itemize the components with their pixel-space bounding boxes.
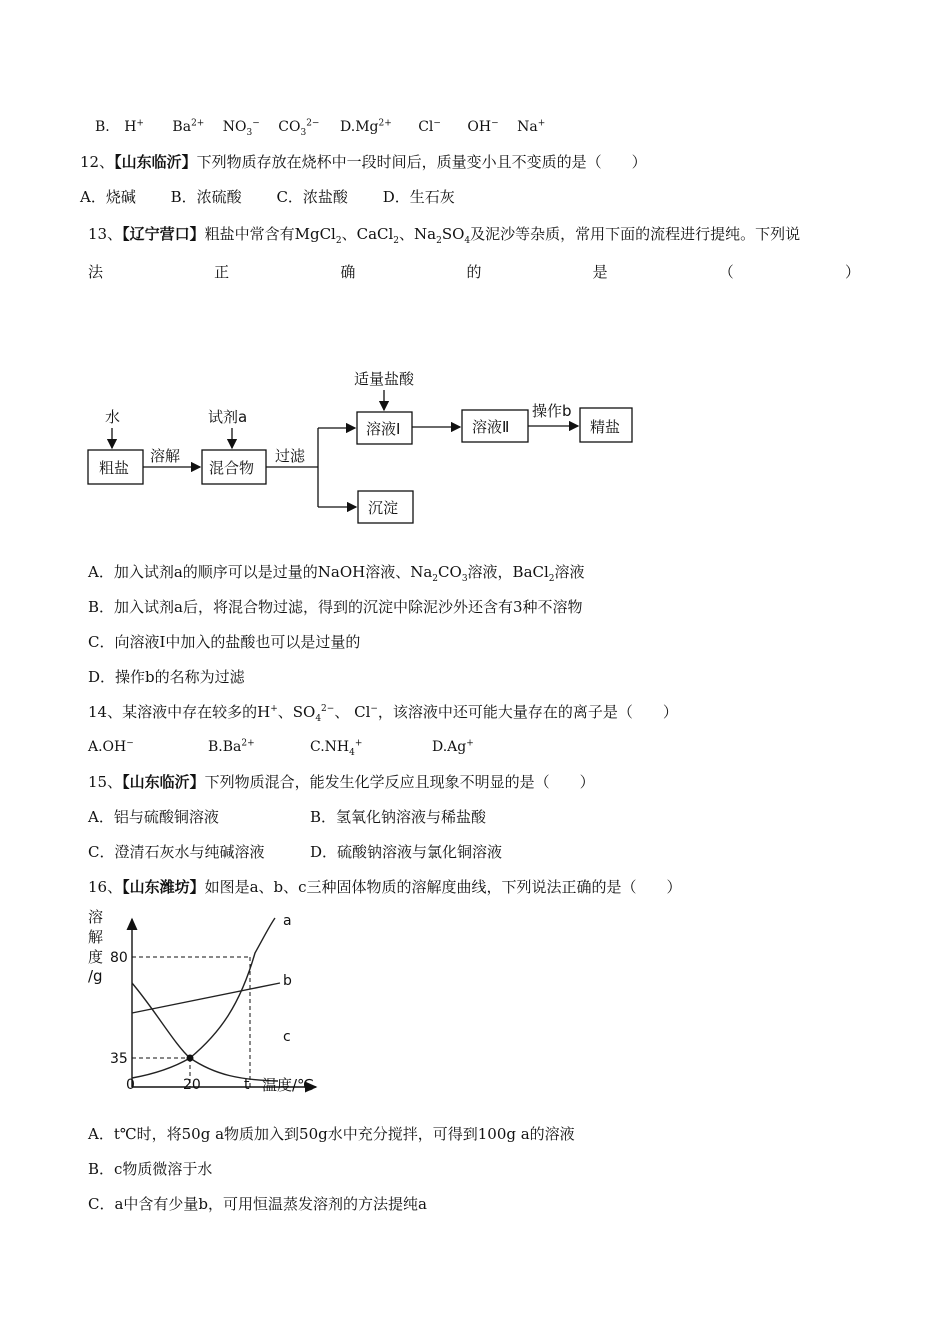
ylabel-char-3: 度 [88,948,104,966]
q15-option-a: A．铝与硫酸铜溶液 [88,808,219,826]
q15-option-c: C．澄清石灰水与纯碱溶液 [88,843,265,861]
q14-option-c: $C.NH_4^+$ [310,738,363,758]
q13-option-c: C．向溶液Ⅰ中加入的盐酸也可以是过量的 [88,633,361,651]
q16-option-a: A．t℃时，将50g a物质加入到50g水中充分搅拌，可得到100g a的溶液 [88,1125,575,1143]
curve-b [132,983,280,1013]
y-tick-35: 35 [110,1051,128,1067]
q13-option-d: D．操作b的名称为过滤 [88,668,245,686]
q16-option-b: B．c物质微溶于水 [88,1160,213,1178]
label-crude-salt: 粗盐 [99,459,130,477]
q14-option-d: D.Ag+ [432,738,474,755]
solubility-chart [80,905,340,1100]
q15-option-d: D．硫酸钠溶液与氯化铜溶液 [310,843,503,861]
q14-stem: 14、某溶液中存在较多的H+、$SO_4^{2-}$、 Cl−，该溶液中还可能大量存在的离子是（ ） [88,703,678,724]
label-fine-salt: 精盐 [590,418,621,436]
option-b: B．浓硫酸 [170,188,242,206]
q12-stem: 12、【山东临沂】下列物质存放在烧杯中一段时间后，质量变小且不变质的是（ ） [80,153,647,171]
label-precipitate: 沉淀 [368,499,399,517]
q13-option-a: A．加入试剂a的顺序可以是过量的NaOH溶液、$Na_2CO_3$溶液，BaCl$_2$溶液 [88,563,585,584]
x-origin-label: 0 [126,1077,135,1093]
label-reagent-a: 试剂a [208,408,248,426]
q15-stem: 15、【山东临沂】下列物质混合，能发生化学反应且现象不明显的是（ ） [88,773,595,791]
label-hcl: 适量盐酸 [354,370,415,388]
q13-stem-line2: 法 正 确 的 是 （ ） [88,263,860,281]
q11-option-b: B. H+ $Ba^{2+}$ $NO_3^-$ $CO_3^{2-}$ [95,118,320,138]
q13-option-b: B．加入试剂a后，将混合物过滤，得到的沉淀中除泥沙外还含有3种不溶物 [88,598,583,616]
x-tick-t: t [244,1077,250,1093]
q16-stem: 16、【山东潍坊】如图是a、b、c三种固体物质的溶解度曲线，下列说法正确的是（ ） [88,878,682,896]
label-filter: 过滤 [275,447,306,465]
label-dissolve: 溶解 [150,447,181,465]
q15-option-b: B．氢氧化钠溶液与稀盐酸 [310,808,487,826]
y-tick-80: 80 [110,950,128,966]
ylabel-char-1: 溶 [88,908,104,926]
label-mixture: 混合物 [209,459,255,477]
label-solution-2: 溶液Ⅱ [472,418,510,436]
q16-option-c: C．a中含有少量b，可用恒温蒸发溶剂的方法提纯a [88,1195,427,1213]
x-axis-label: 温度/℃ [262,1076,314,1094]
label-solution-1: 溶液Ⅰ [366,420,401,438]
series-label-c: c [283,1029,291,1045]
option-d: D．生石灰 [382,188,455,206]
option-a: A．烧碱 [80,188,136,206]
q14-option-b: $B.Ba^{2+}$ [208,738,255,755]
series-label-b: b [283,973,292,989]
ylabel-char-2: 解 [88,928,104,946]
x-tick-20: 20 [183,1077,201,1093]
label-operation-b: 操作b [532,402,572,420]
intersection-point [187,1055,194,1062]
q11-option-d: $D.Mg^{2+}$ Cl− OH− Na+ [340,118,546,135]
option-c: C．浓盐酸 [276,188,348,206]
q14-option-a: A.OH− [88,738,134,755]
q13-stem: 13、【辽宁营口】粗盐中常含有MgCl$_2$、CaCl$_2$、$Na_2SO_4$及泥沙等杂质，常用下面的流程进行提纯。下列说 [88,225,801,246]
label-water: 水 [105,408,121,426]
ylabel-char-4: /g [88,967,103,985]
series-label-a: a [283,913,292,929]
